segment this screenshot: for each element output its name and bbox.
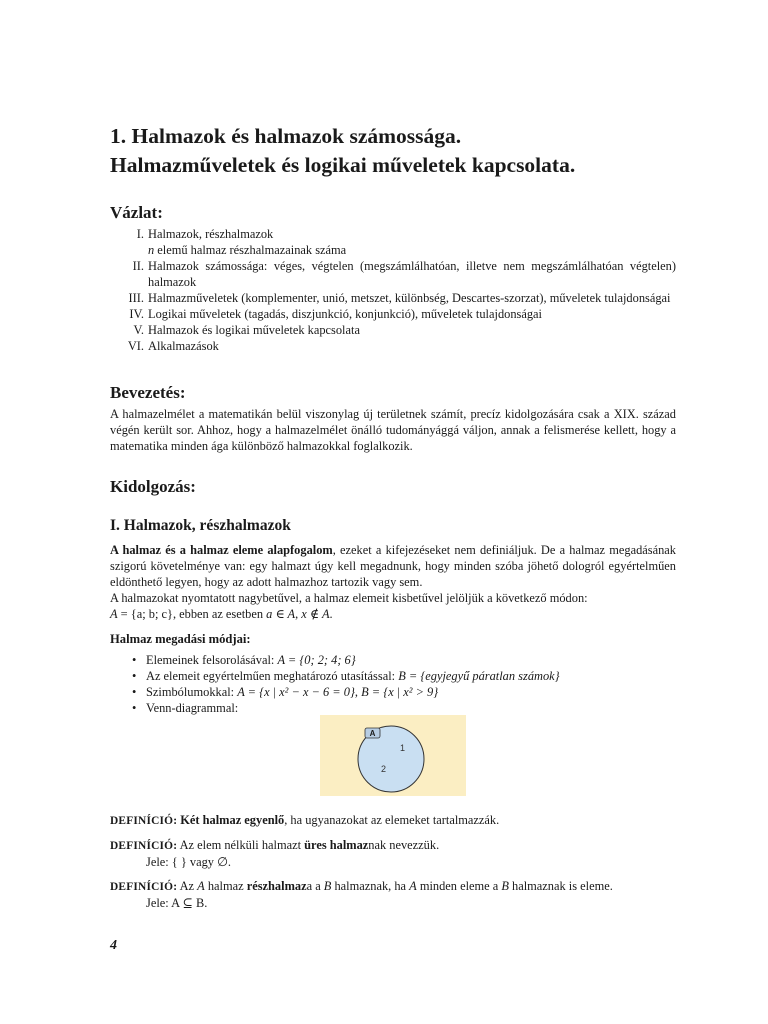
vazlat-heading: Vázlat: <box>110 203 163 222</box>
outline-item <box>110 338 676 354</box>
definition-text: Az elem nélküli halmazt <box>177 838 305 852</box>
set-element: 1 <box>400 743 406 753</box>
bevezetes-heading: Bevezetés: <box>110 383 186 402</box>
definition-empty-set <box>110 837 676 870</box>
outline-sub-text: elemű halmaz részhalmazainak száma <box>154 243 347 257</box>
text-fragment: . <box>329 607 333 621</box>
definition-text: minden eleme a <box>416 879 502 893</box>
definition-label: DEFINÍCIÓ: <box>110 840 178 852</box>
set-label: A <box>369 729 376 738</box>
definition-equal-sets <box>110 812 676 829</box>
outline-item <box>110 306 676 322</box>
outline-item <box>110 226 676 242</box>
notation-line: A halmazokat nyomtatott nagybetűvel, a halmaz elemeit kisbetűvel jelöljük a következő módon: <box>110 591 588 605</box>
list-item <box>132 684 672 700</box>
item-text: Venn-diagrammal: <box>146 701 239 715</box>
math-expression: A = {0; 2; 4; 6} <box>277 653 356 667</box>
outline-text: Halmazok, részhalmazok <box>148 227 274 241</box>
venn-diagram <box>320 715 466 796</box>
outline-number: V. <box>133 323 144 337</box>
text-fragment: , <box>354 685 362 699</box>
set-element: 2 <box>381 764 387 774</box>
math-symbol: A <box>197 879 205 893</box>
definition-text: nak nevezzük. <box>368 838 440 852</box>
definition-subset <box>110 878 676 911</box>
math-expression: a ∈ A <box>266 607 296 621</box>
outline-number: III. <box>128 291 144 305</box>
definition-text: halmaznak, ha <box>331 879 410 893</box>
outline-item <box>110 258 676 290</box>
math-expression: A = {x | x² − x − 6 = 0} <box>237 685 355 699</box>
outline-subitem <box>110 242 676 258</box>
outline-item <box>110 290 676 306</box>
outline-text: Halmazok és logikai műveletek kapcsolata <box>148 323 360 337</box>
list-item <box>132 652 672 668</box>
math-expression: B = {egyjegyű páratlan számok} <box>398 669 560 683</box>
venn-svg <box>320 715 466 796</box>
key-term: részhalmaz <box>246 879 307 893</box>
math-symbol: B <box>501 879 509 893</box>
section-heading: I. Halmazok, részhalmazok <box>110 517 291 534</box>
definition-label: DEFINÍCIÓ: <box>110 881 178 893</box>
key-term: Két halmaz egyenlő <box>180 813 285 827</box>
item-text: Az elemeit egyértelműen meghatározó utasítással: <box>146 669 399 683</box>
outline-number: IV. <box>129 307 144 321</box>
definition-text: a a <box>306 879 324 893</box>
math-expression: = {a; b; c} <box>117 607 173 621</box>
outline-number: VI. <box>127 339 144 353</box>
math-symbol: A <box>110 607 118 621</box>
outline-sub-n: n <box>148 243 155 257</box>
definition-text: Az <box>177 879 198 893</box>
math-symbol: B <box>323 879 332 893</box>
key-term: A halmaz és a halmaz eleme alapfogalom <box>110 543 333 557</box>
bullet-list <box>132 652 672 716</box>
item-text: Szimbólumokkal: <box>146 685 238 699</box>
definition-text: , ha ugyanazokat az elemeket tartalmazzák. <box>284 813 500 827</box>
list-item <box>132 668 672 684</box>
math-symbol: A <box>409 879 417 893</box>
math-expression: B = {x | x² > 9} <box>361 685 439 699</box>
item-text: Elemeinek felsorolásával: <box>146 653 278 667</box>
bevezetes-paragraph: A halmazelmélet a matematikán belül viszonylag új területnek számít, precíz kidolgozására csak a XIX. század végén került sor. Ahhoz, hogy a halmazelmélet önálló tudományággá váljon, annak a felismerése kellett, hogy a matematika minden ága különböző halmazokkal foglalkozik. <box>110 407 676 453</box>
definition-text: halmaznak is eleme. <box>508 879 613 893</box>
outline-number: I. <box>136 227 144 241</box>
outline-text: Halmazműveletek (komplementer, unió, metszet, különbség, Descartes-szorzat), műveletek tulajdonságai <box>148 291 671 305</box>
definition-label: DEFINÍCIÓ: <box>110 815 178 827</box>
definition-text: halmaz <box>204 879 247 893</box>
text-fragment: , ebben az esetben <box>172 607 267 621</box>
outline-text: Halmazok számossága: véges, végtelen (megszámlálhatóan, illetve nem megszámlálhatóan végtelen) halmazok <box>148 259 676 289</box>
paragraph-text: , ezeket a kifejezéseket nem definiáljuk. De a halmaz megadásának szigorú követelménye van: egy halmazt úgy kell megadnunk, hogy minden szóba jöhető dologról egyértelműen eldönthető legyen, hogy az adott halmazhoz tartozik vagy sem. <box>110 543 676 589</box>
title-line-1: 1. Halmazok és halmazok számossága. <box>110 124 462 148</box>
list-item <box>132 700 672 716</box>
outline-number: II. <box>132 259 144 273</box>
text-fragment: , <box>295 607 302 621</box>
math-expression: x ∉ A <box>301 607 330 621</box>
page-title <box>110 122 680 180</box>
page-number: 4 <box>110 938 117 953</box>
notation-line: Jele: { } vagy ∅. <box>146 855 231 869</box>
kidolgozas-heading: Kidolgozás: <box>110 477 196 496</box>
outline-text: Logikai műveletek (tagadás, diszjunkció, konjunkció), műveletek tulajdonságai <box>148 307 542 321</box>
outline-text: Alkalmazások <box>148 339 219 353</box>
definition-paragraph <box>110 542 676 622</box>
key-term: üres halmaz <box>304 838 369 852</box>
outline-item <box>110 322 676 338</box>
title-line-2: Halmazműveletek és logikai műveletek kapcsolata. <box>110 153 576 177</box>
megadasi-heading: Halmaz megadási módjai: <box>110 632 251 646</box>
outline-list <box>110 226 676 354</box>
notation-line: Jele: A ⊆ B. <box>146 896 208 910</box>
